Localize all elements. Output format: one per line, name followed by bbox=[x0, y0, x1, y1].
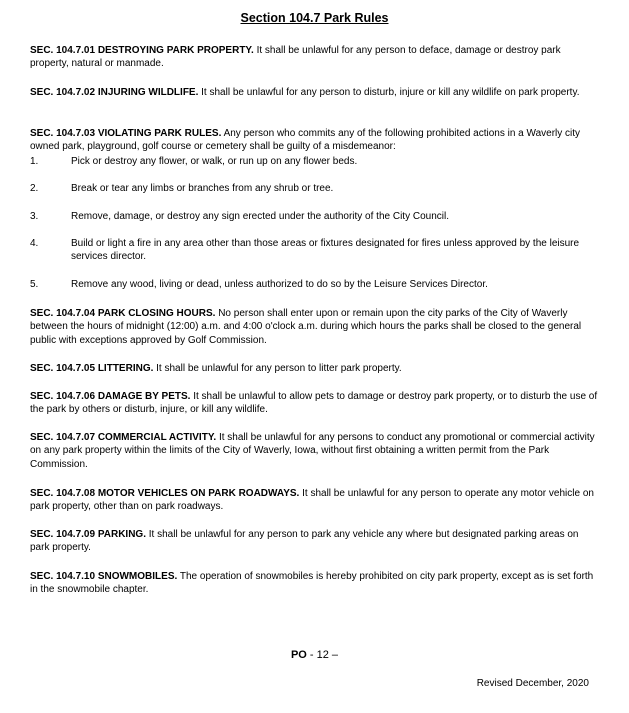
section-body: It shall be unlawful for any person to deface, damage or destroy park property, natural or manmade. bbox=[30, 45, 561, 70]
section-body: It shall be unlawful to allow pets to damage or destroy park property, or to disturb the use of the park by others or disturb, injure, or kill any wildlife. bbox=[30, 391, 598, 416]
rule-text: Remove, damage, or destroy any sign erected under the authority of the City Council. bbox=[71, 211, 449, 222]
section-body: It shall be unlawful for any person to litter park property. bbox=[156, 363, 402, 374]
section-heading: SEC. 104.7.02 INJURING WILDLIFE. bbox=[30, 87, 199, 98]
rule-text: Break or tear any limbs or branches from any shrub or tree. bbox=[71, 183, 334, 194]
section-heading: SEC. 104.7.01 DESTROYING PARK PROPERTY. bbox=[30, 45, 254, 56]
section-body: The operation of snowmobiles is hereby prohibited on city park property, except as is set forth in the snowmobile chapter. bbox=[30, 571, 594, 596]
section-body: It shall be unlawful for any person to operate any motor vehicle on park property, other than on park roadways. bbox=[30, 488, 594, 513]
section-104-7-03 bbox=[30, 127, 598, 154]
section-body: It shall be unlawful for any persons to conduct any promotional or commercial activity on any park property within the limits of the City of Waverly, Iowa, without first obtaining a written permit from the Park Commission. bbox=[30, 432, 595, 470]
section-104-7-05 bbox=[30, 362, 598, 375]
rule-number: 5. bbox=[30, 279, 39, 290]
section-104-7-10 bbox=[30, 570, 598, 597]
section-heading: SEC. 104.7.08 MOTOR VEHICLES ON PARK ROADWAYS. bbox=[30, 488, 300, 499]
rule-text: Pick or destroy any flower, or walk, or run up on any flower beds. bbox=[71, 156, 358, 167]
page-prefix: PO bbox=[290, 649, 307, 661]
rule-number: 3. bbox=[30, 211, 39, 222]
section-body: It shall be unlawful for any person to park any vehicle any where but designated parking areas on park property. bbox=[30, 529, 579, 554]
section-104-7-07 bbox=[30, 431, 598, 471]
section-heading: SEC. 104.7.06 DAMAGE BY PETS. bbox=[30, 391, 191, 402]
rule-text: Build or light a fire in any area other than those areas or fixtures designated for fires unless approved by the leisure services director. bbox=[71, 238, 580, 263]
section-heading: SEC. 104.7.09 PARKING. bbox=[30, 529, 146, 540]
section-heading: SEC. 104.7.05 LITTERING. bbox=[30, 363, 154, 374]
section-heading: SEC. 104.7.07 COMMERCIAL ACTIVITY. bbox=[30, 432, 217, 443]
rule-number: 2. bbox=[30, 183, 39, 194]
page-number bbox=[0, 649, 629, 661]
section-104-7-06 bbox=[30, 390, 598, 417]
rule-number: 1. bbox=[30, 156, 39, 167]
section-104-7-01 bbox=[30, 44, 598, 71]
page-title: Section 104.7 Park Rules bbox=[240, 11, 389, 25]
section-104-7-09 bbox=[30, 528, 598, 555]
revision-note: Revised December, 2020 bbox=[476, 678, 589, 689]
rule-number: 4. bbox=[30, 238, 39, 249]
section-heading: SEC. 104.7.10 SNOWMOBILES. bbox=[30, 571, 178, 582]
section-body: No person shall enter upon or remain upon the city parks of the City of Waverly between the hours of midnight (12:00) a.m. and 4:00 o'clock a.m. during which hours the parks shall be closed to the general public with exceptions approved by Golf Commission. bbox=[30, 308, 582, 346]
section-body: It shall be unlawful for any person to disturb, injure or kill any wildlife on park property. bbox=[201, 87, 580, 98]
section-104-7-02 bbox=[30, 86, 598, 99]
section-104-7-08 bbox=[30, 487, 598, 514]
page-number-value: - 12 – bbox=[309, 649, 339, 661]
section-heading: SEC. 104.7.04 PARK CLOSING HOURS. bbox=[30, 308, 216, 319]
section-body: Any person who commits any of the following prohibited actions in a Waverly city owned park, playground, golf course or cemetery shall be guilty of a misdemeanor: bbox=[30, 128, 581, 153]
rule-text: Remove any wood, living or dead, unless authorized to do so by the Leisure Services Director. bbox=[71, 279, 488, 290]
section-heading: SEC. 104.7.03 VIOLATING PARK RULES. bbox=[30, 128, 222, 139]
section-104-7-04 bbox=[30, 307, 598, 347]
